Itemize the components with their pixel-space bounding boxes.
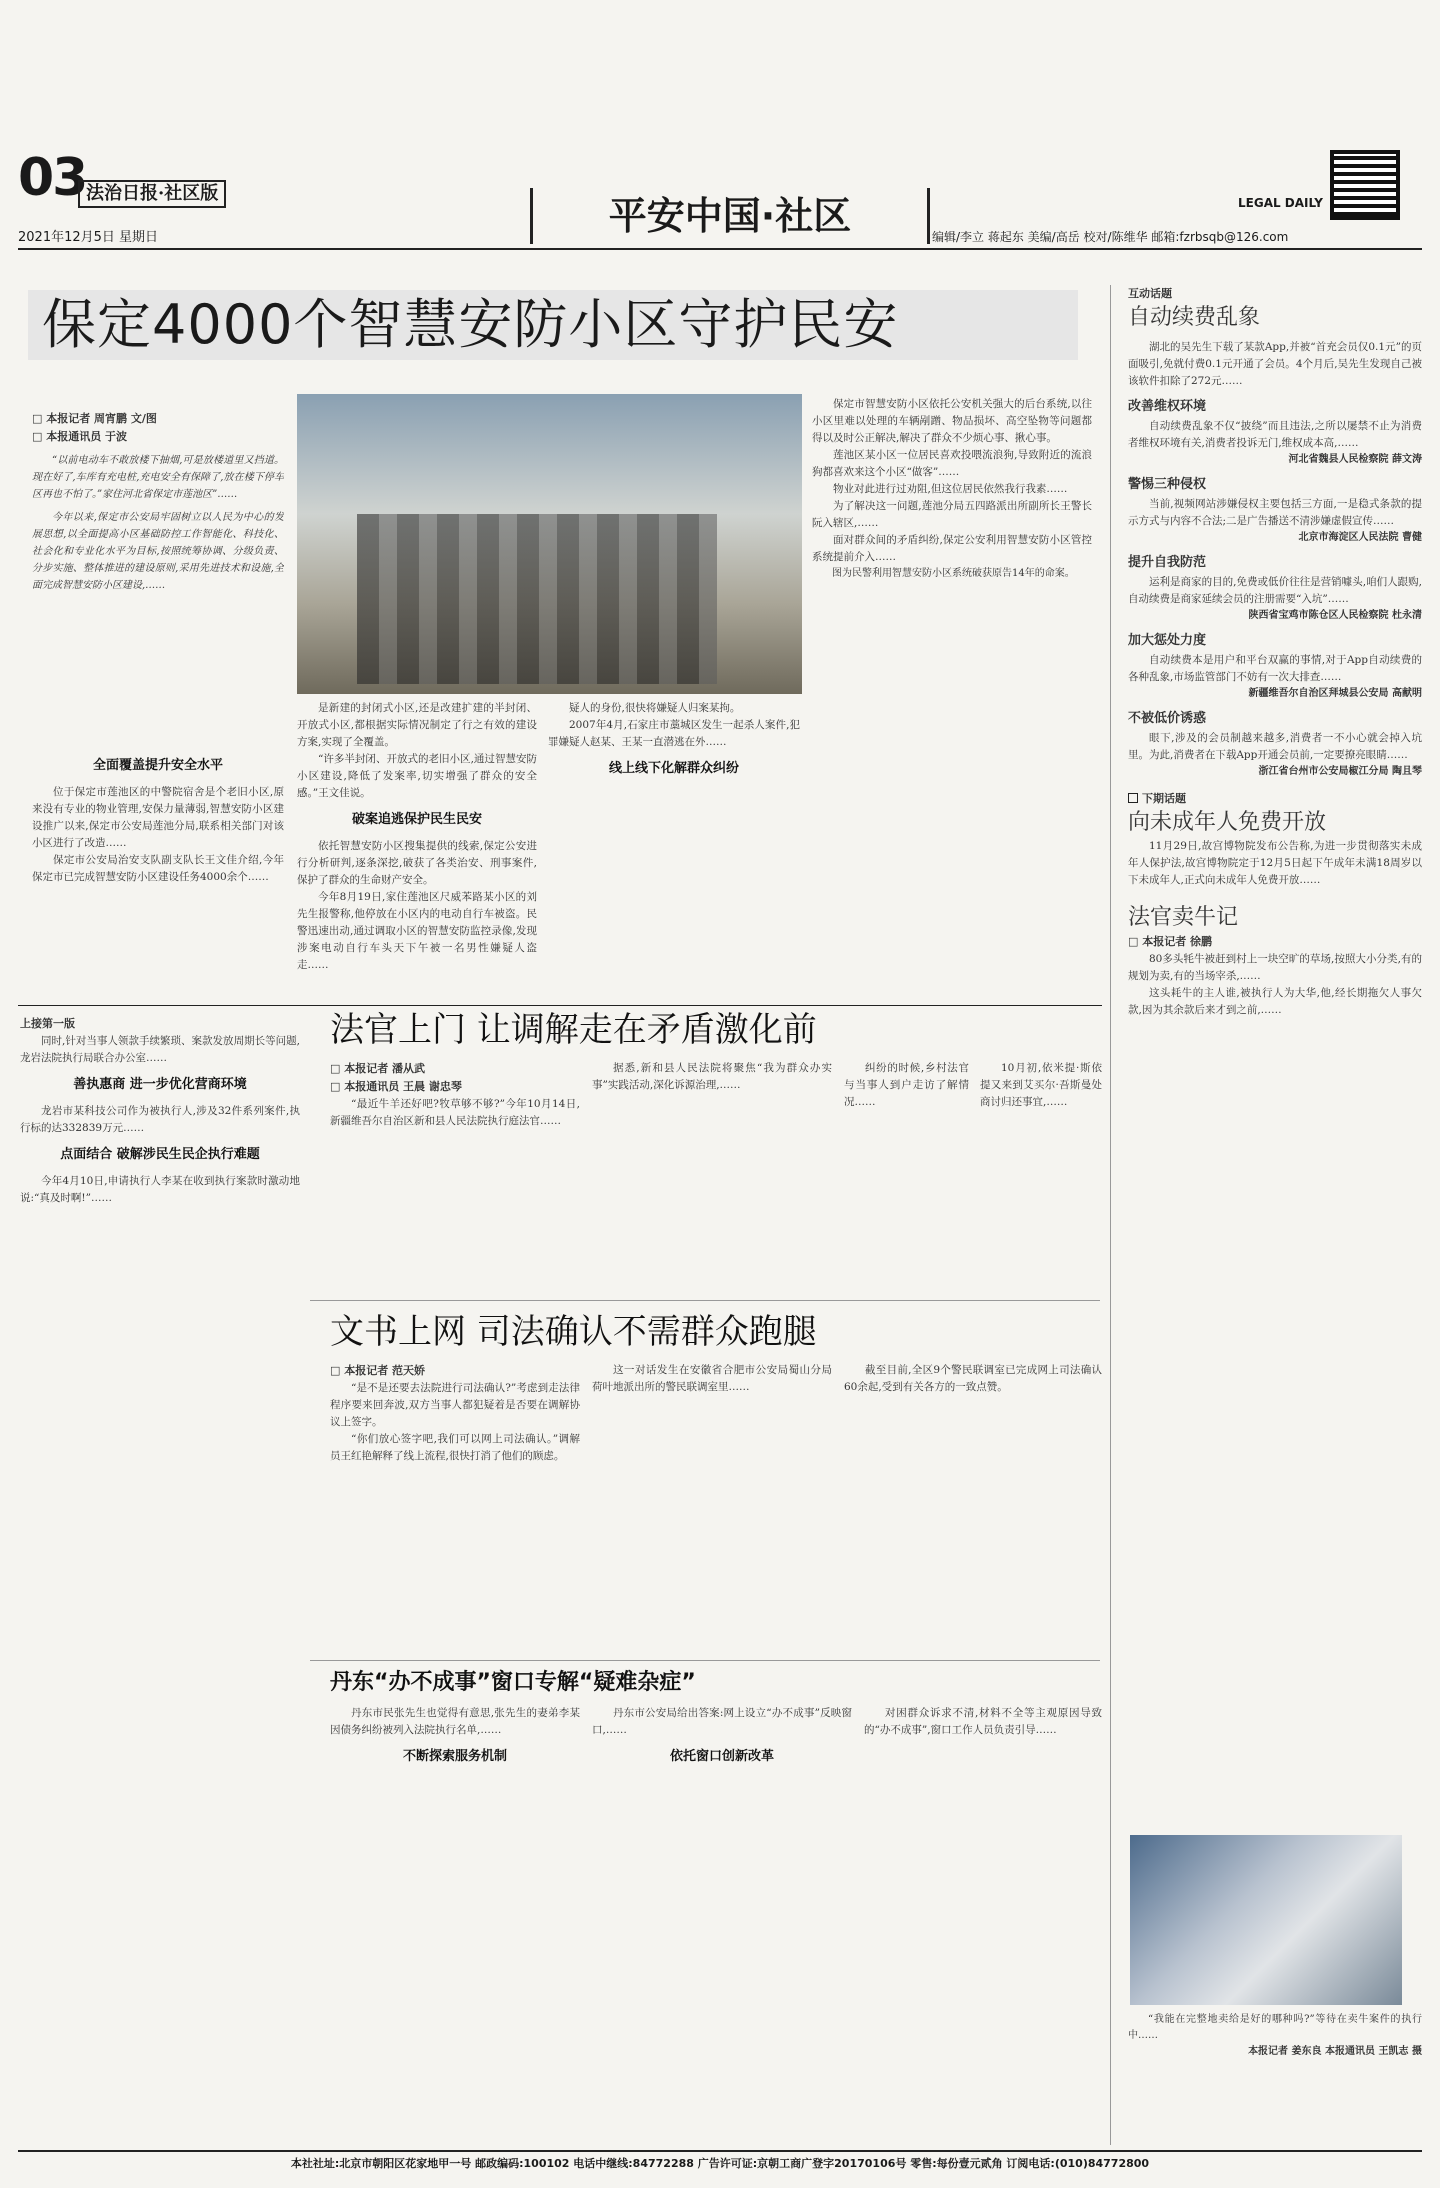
sidebar-photo	[1130, 1835, 1402, 2005]
article4-col-3: 对困群众诉求不清,材料不全等主观原因导致的“办不成事”,窗口工作人员负责引导……	[864, 1707, 1102, 1736]
issue-date: 2021年12月5日 星期日	[18, 230, 159, 245]
article2-headline: 法官上门 让调解走在矛盾激化前	[330, 1010, 817, 1050]
subhead: 破案追逃保护民生民安	[351, 812, 482, 827]
sidebar-forum: 互动话题 自动续费乱象 湖北的吴先生下载了某款App,并被“首充会员仅0.1元”的页面吸引,免就付费0.1元开通了会员。4个月后,吴先生发现自己被该软件扣除了272元…… 改善维权环境 自动续费乱象不仅“披绕”而且违法,之所以屡禁不止为消费者维权环境有关,消费者投诉无门,维权成本高,…… 河北省魏县人民检察院 薛文涛 警惕三种侵权 当前,视频网站涉嫌侵权主要包括三方面,一是稳式条款的提示方式与内容不合法;二是广告播送不清涉嫌虚假宣传…… 北京市海淀区人民法院 曹健 提升自我防范 运利是商家的目的,免费或低价往往是营销噱头,咱们人跟购,自动续费是商家延续会员的注册需要“入坑”…… 陕西省宝鸡市陈仓区人民检察院 杜永清 加大惩处力度 自动续费本是用户和平台双赢的事情,对于App自动续费的各种乱象,市场监管部门不妨有一次大排查…… 新疆维吾尔自治区拜城县公安局 高献明 不被低价诱惑 眼下,涉及的会员制越来越多,消费者一不小心就会掉入坑里。为此,消费者在下载App开通会员前,一定要撩亮眼睛…… 浙江省台州市公安局椒江分局 陶且琴 下期话题 向未成年人免费开放 11月29日,故宫博物院发布公告称,为进一步贯彻落实未成年人保护法,故宫博物院定于12月5日起下午成年未满18周岁以下未成年人,正式向未成年人免费开放…… 法官卖牛记 □ 本报记者 徐鹏 80多头牦牛被赶到村上一块空旷的草场,按照大小分类,有的规划为卖,有的当场宰杀,…… 这头耗牛的主人谁,被执行人为大华,他,经长期拖欠人事欠款,因为其余款后来才到之前,……	[1128, 287, 1422, 1016]
subhead: 不断探索服务机制	[402, 1749, 507, 1764]
article2-col-4: 10月初,依米提·斯依提又来到艾买尔·吾斯曼处商讨归还事宜,……	[980, 1062, 1102, 1108]
article3-headline: 文书上网 司法确认不需群众跑腿	[330, 1312, 817, 1352]
forum-tag: 互动话题	[1128, 287, 1172, 300]
sidebar-photo-caption: “我能在完整地卖给是好的哪种吗?”等待在卖牛案件的执行中…… 本报记者 姜东良 本报通讯员 王凯志 摄	[1128, 2014, 1422, 2057]
lead-photo	[297, 394, 802, 694]
byline: □ 本报通讯员 于波	[32, 430, 128, 443]
article3-col-3: 截至目前,全区9个警民联调室已完成网上司法确认60余起,受到有关各方的一致点赞。	[844, 1364, 1102, 1393]
subhead: 线上线下化解群众纠纷	[608, 761, 739, 776]
editors-line: 编辑/李立 蒋起东 美编/高岳 校对/陈维华 邮箱:fzrbsqb@126.com	[932, 230, 1289, 244]
section-banner: 平安中国·社区	[530, 188, 930, 244]
lead-headline: 保定4000个智慧安防小区守护民安	[28, 290, 1078, 360]
lead-quote: “以前电动车不敢放楼下抽烟,可是放楼道里又挡道。现在好了,车库有充电桩,充电安全有保障了,放在楼下停车区再也不怕了。”家住河北省保定市莲池区”……	[32, 455, 284, 500]
article3-col-1: □ 本报记者 范天娇 “是不是还要去法院进行司法确认?”考虑到走法律程序要来回奔波,双方当事人都犯疑着是否要在调解协议上签字。 “你们放心签字吧,我们可以网上司法确认。”调解员王红艳解释了线上流程,很快打消了他们的顾虑。	[330, 1364, 580, 1462]
left-continuation-column: 上接第一版 同时,针对当事人领款手续繁琐、案款发放周期长等问题,龙岩法院执行局联合办公室…… 善执惠商 进一步优化营商环境 龙岩市某科技公司作为被执行人,涉及32件系列案件,执行标的达332839万元…… 点面结合 破解涉民生民企执行难题 今年4月10日,申请执行人李某在收到执行案款时激动地说:“真及时啊!”……	[20, 1017, 300, 1204]
legal-daily-label: LEGAL DAILY	[1238, 196, 1323, 210]
lead-intro-column	[32, 410, 284, 740]
lead-col-4: 保定市智慧安防小区依托公安机关强大的后台系统,以往小区里难以处理的车辆剐蹭、物品损坏、高空坠物等问题都得以及时公正解决,解决了群众不少烦心事、揪心事。 莲池区某小区一位居民喜欢投喂流浪狗,导致附近的流浪狗都喜欢来这个小区“做客”…… 物业对此进行过劝阻,但这位居民依然我行我素…… 为了解决这一问题,莲池分局五四路派出所副所长王警长阮入辖区,…… 面对群众间的矛盾纠纷,保定公安利用智慧安防小区管控系统提前介入…… 图为民警利用智慧安防小区系统破获原告14年的命案。	[812, 396, 1092, 996]
forum-topic-title: 自动续费乱象	[1128, 305, 1261, 330]
checkbox-icon	[1128, 793, 1138, 803]
lead-col-3: 疑人的身份,很快将嫌疑人归案某拘。 2007年4月,石家庄市藁城区发生一起杀人案件,犯罪嫌疑人赵某、王某一直潜逃在外…… 线上线下化解群众纠纷	[548, 700, 800, 1000]
article2-col-1: □ 本报记者 潘从武 □ 本报通讯员 王晨 谢忠琴 “最近牛羊还好吧?牧草够不够?”今年10月14日,新疆维吾尔自治区新和县人民法院执行庭法官……	[330, 1062, 580, 1127]
article4-col-1: 丹东市民张先生也觉得有意思,张先生的妻弟李某因债务纠纷被列入法院执行名单,…… 不断探索服务机制	[330, 1705, 580, 2145]
photo-caption: 图为民警利用智慧安防小区系统破获原告14年的命案。	[832, 568, 1075, 579]
subhead: 全面覆盖提升安全水平	[92, 758, 223, 773]
story-title: 法官卖牛记	[1128, 905, 1239, 930]
subhead: 依托窗口创新改革	[669, 1749, 774, 1764]
article4-headline: 丹东“办不成事”窗口专解“疑难杂症”	[330, 1670, 696, 1695]
qr-code-icon[interactable]	[1330, 150, 1400, 220]
footer-info: 本社社址:北京市朝阳区花家地甲一号 邮政编码:100102 电话中继线:84772288 广告许可证:京朝工商广登字20170106号 零售:每份壹元贰角 订阅电话:(010)84772800	[18, 2150, 1422, 2174]
subhead: 点面结合 破解涉民生民企执行难题	[60, 1147, 260, 1162]
lead-col-2: 是新建的封闭式小区,还是改建扩建的半封闭、开放式小区,都根据实际情况制定了行之有效的建设方案,实现了全覆盖。 “许多半封闭、开放式的老旧小区,通过智慧安防小区建设,降低了发案率,切实增强了群众的安全感。”王文佳说。 破案追逃保护民生民安 依托智慧安防小区搜集提供的线索,保定公安进行分析研判,逐条深挖,破获了各类治安、刑事案件,保护了群众的生命财产安全。 今年8月19日,家住莲池区尺威苯路某小区的刘先生报警称,他停放在小区内的电动自行车被盗。民警迅速出动,通过调取小区的智慧安防监控录像,发现涉案电动自行车头天下午被一名男性嫌疑人盗走……	[297, 702, 537, 971]
subhead: 善执惠商 进一步优化营商环境	[73, 1077, 247, 1092]
article2-col-3: 纠纷的时候,乡村法官与当事人到户走访了解情况……	[844, 1062, 969, 1108]
next-topic-title: 向未成年人免费开放	[1128, 810, 1327, 835]
paper-name: 法治日报·社区版	[78, 180, 226, 208]
article3-col-2: 这一对话发生在安徽省合肥市公安局蜀山分局荷叶地派出所的警民联调室里……	[592, 1364, 832, 1393]
lead-paragraph: 今年以来,保定市公安局牢固树立以人民为中心的发展思想,以全面提高小区基础防控工作智能化、科技化、社会化和专业化水平为目标,按照统筹协调、分级负责、分步实施、整体推进的建设原则,采用先进技术和设施,全面完成智慧安防小区建设,……	[32, 512, 284, 591]
page-number: 03	[18, 148, 87, 208]
article2-col-2: 据悉,新和县人民法院将聚焦“我为群众办实事”实践活动,深化诉源治理,……	[592, 1062, 832, 1091]
byline: □ 本报记者 周宵鹏 文/图	[32, 412, 157, 425]
article4-col-2: 丹东市公安局给出答案:网上设立“办不成事”反映窗口,…… 依托窗口创新改革	[592, 1705, 852, 2145]
lead-col-1: 全面覆盖提升安全水平 位于保定市莲池区的中警院宿舍是个老旧小区,原来没有专业的物业管理,安保力量薄弱,智慧安防小区建设推广以来,保定市公安局莲池分局,联系相关部门对该小区进行了改造…… 保定市公安局治安支队副支队长王文佳介绍,今年保定市已完成智慧安防小区建设任务4000余个……	[32, 748, 284, 998]
